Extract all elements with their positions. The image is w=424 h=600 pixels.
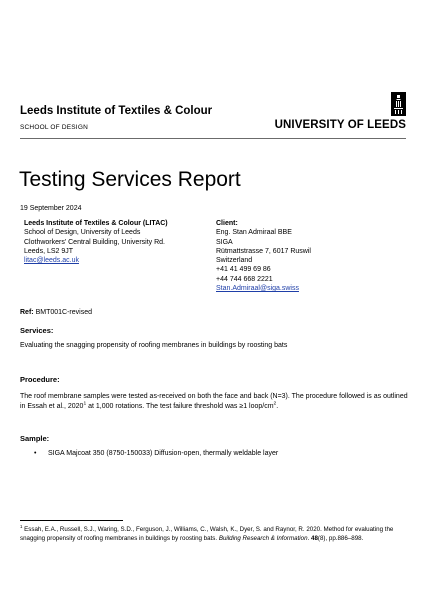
- client-line: +41 41 499 69 86: [216, 266, 271, 274]
- university-logo-icon: [391, 92, 406, 116]
- provider-line: Clothworkers' Central Building, University Rd.: [24, 238, 165, 246]
- client-email-link[interactable]: Stan.Admiraal@siga.swiss: [216, 285, 299, 293]
- footnote: [20, 523, 412, 543]
- client-line: SIGA: [216, 238, 233, 246]
- provider-line: Leeds, LS2 9JT: [24, 247, 74, 255]
- sample-list-item: [34, 450, 278, 457]
- university-name: UNIVERSITY OF LEEDS: [274, 119, 406, 131]
- journal-volume: 48: [311, 534, 318, 542]
- footnote-marker: 1: [20, 523, 23, 529]
- footnote-text-part: .: [307, 534, 311, 542]
- procedure-heading: Procedure:: [20, 375, 60, 384]
- superscript: 2: [273, 401, 277, 407]
- footnote-text-part: Essah, E.A., Russell, S.J., Waring, S.D., Ferguson, J., Williams, C., Walsh, K., Dyer, S. and Raynor, R. 2020. Method for evaluating the snagging propensity of roofing membranes in buildings by roosting bats.: [20, 526, 394, 542]
- ref-label: Ref:: [20, 309, 34, 316]
- procedure-text-part: at 1,000 rotations. The test failure threshold was ≥1 loop/cm: [86, 402, 274, 410]
- report-date: 19 September 2024: [20, 205, 82, 212]
- institute-name: Leeds Institute of Textiles & Colour: [20, 105, 213, 117]
- procedure-text: [20, 392, 412, 411]
- client-line: Eng. Stan Admiraal BBE: [216, 229, 292, 237]
- client-line: Switzerland: [216, 257, 253, 265]
- sample-heading: Sample:: [20, 434, 50, 443]
- provider-email-link[interactable]: litac@leeds.ac.uk: [24, 257, 79, 265]
- client-heading: Client:: [216, 220, 238, 227]
- school-name: SCHOOL OF DESIGN: [20, 124, 88, 131]
- client-line: Rütmattstrasse 7, 6017 Ruswil: [216, 247, 311, 255]
- client-address: [216, 219, 311, 293]
- services-text: Evaluating the snagging propensity of roofing membranes in buildings by roosting bats: [20, 342, 288, 349]
- sample-item-text: SIGA Majcoat 350 (8750-150033) Diffusion-open, thermally weldable layer: [48, 450, 279, 457]
- procedure-text-part: .: [276, 402, 279, 410]
- ref-value: BMT001C-revised: [33, 309, 92, 316]
- client-line: +44 744 668 2221: [216, 275, 273, 283]
- report-title: Testing Services Report: [19, 168, 241, 191]
- provider-line: School of Design, University of Leeds: [24, 229, 141, 237]
- footnote-text-part: (8), pp.886–898.: [317, 534, 364, 542]
- footnote-divider: [20, 520, 123, 521]
- procedure-text-part: The roof membrane samples were tested as-received on both the face and back (N=3). The procedure followed is as outlined in Essah et al., 2020: [20, 393, 408, 410]
- journal-name: Building Research & Information: [218, 534, 308, 542]
- reference: [20, 309, 92, 316]
- header-divider: [20, 138, 406, 139]
- provider-name: Leeds Institute of Textiles & Colour (LITAC): [24, 220, 168, 227]
- footnote-ref: 1: [83, 401, 87, 407]
- bullet-icon: •: [34, 450, 37, 457]
- provider-address: [24, 219, 168, 265]
- services-heading: Services:: [20, 326, 54, 335]
